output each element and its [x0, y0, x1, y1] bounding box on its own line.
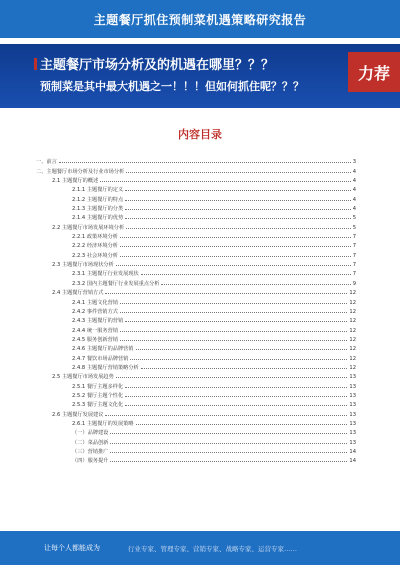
toc-entry-page: 7: [352, 271, 356, 278]
toc-entry-label: 2.5 主题餐厅市场发展趋势: [52, 374, 114, 381]
toc-entry[interactable]: [36, 249, 356, 258]
toc-entry[interactable]: [36, 306, 356, 315]
toc-leader-dots: [125, 396, 347, 397]
toc-entry[interactable]: [36, 399, 356, 408]
toc-entry-label: 2.4.4 统一服务营销: [72, 327, 118, 334]
table-of-contents: [36, 156, 356, 464]
toc-leader-dots: [110, 452, 347, 453]
brand-logo-text: 力荐: [357, 63, 390, 83]
toc-leader-dots: [120, 312, 347, 313]
toc-entry-label: 一、前言: [36, 159, 57, 166]
toc-entry-label: 2.3.2 国内主题餐厅行业发展重点分析: [72, 280, 160, 287]
toc-entry[interactable]: [36, 446, 356, 455]
toc-entry[interactable]: [36, 268, 356, 277]
toc-leader-dots: [126, 172, 350, 173]
toc-entry-label: （三）营销推广: [72, 449, 109, 455]
toc-entry[interactable]: [36, 203, 356, 212]
toc-title: 内容目录: [178, 128, 222, 141]
toc-leader-dots: [136, 424, 348, 425]
toc-entry-page: 12: [349, 355, 356, 362]
toc-entry-label: 2.4 主题餐厅营销方式: [52, 290, 104, 297]
toc-entry-page: 12: [349, 308, 356, 315]
toc-entry-label: 二、主题餐厅市场分析及行业市场分析: [36, 168, 125, 175]
toc-entry[interactable]: [36, 175, 356, 184]
toc-entry-page: 4: [352, 187, 356, 194]
toc-entry-label: 2.2.2 经济环境分析: [72, 243, 118, 250]
toc-entry[interactable]: [36, 184, 356, 193]
toc-leader-dots: [120, 303, 347, 304]
toc-entry[interactable]: [36, 259, 356, 268]
toc-leader-dots: [116, 265, 351, 266]
toc-entry[interactable]: [36, 343, 356, 352]
brand-logo: [348, 52, 400, 92]
toc-leader-dots: [120, 256, 351, 257]
footer-slogan: 让每个人都能成为: [44, 544, 100, 552]
toc-entry[interactable]: [36, 418, 356, 427]
toc-entry[interactable]: [36, 427, 356, 436]
toc-entry-label: 2.1 主题餐厅的概述: [52, 178, 99, 185]
toc-leader-dots: [141, 274, 351, 275]
toc-entry-page: 13: [349, 420, 356, 427]
toc-leader-dots: [141, 368, 348, 369]
toc-entry-page: 12: [349, 290, 356, 297]
toc-entry-page: 5: [352, 215, 356, 222]
toc-entry-label: 2.1.4 主题餐厅的优势: [72, 215, 124, 222]
toc-entry[interactable]: [36, 455, 356, 464]
toc-entry[interactable]: [36, 380, 356, 389]
toc-entry[interactable]: [36, 362, 356, 371]
toc-entry[interactable]: [36, 212, 356, 221]
toc-entry-label: 2.2.1 政策环境分析: [72, 234, 118, 241]
toc-entry-page: 7: [352, 243, 356, 250]
toc-leader-dots: [105, 293, 347, 294]
toc-entry-label: 2.4.6 主题餐厅的品牌营销: [72, 346, 134, 353]
toc-entry[interactable]: [36, 296, 356, 305]
toc-leader-dots: [120, 246, 351, 247]
toc-entry-page: 7: [352, 262, 356, 269]
banner: [0, 44, 400, 108]
toc-entry-label: 2.4.8 主题餐厅营销策略分析: [72, 364, 139, 371]
report-header: [0, 0, 400, 38]
toc-leader-dots: [130, 359, 347, 360]
toc-entry-label: 2.2 主题餐厅市场发展环境分析: [52, 224, 125, 231]
toc-entry-page: 12: [349, 318, 356, 325]
toc-entry-page: 4: [352, 196, 356, 203]
toc-entry-page: 12: [349, 364, 356, 371]
toc-entry[interactable]: [36, 436, 356, 445]
toc-leader-dots: [125, 321, 347, 322]
toc-entry[interactable]: [36, 324, 356, 333]
toc-leader-dots: [100, 181, 350, 182]
toc-leader-dots: [120, 340, 347, 341]
toc-entry[interactable]: [36, 240, 356, 249]
toc-entry-label: 2.4.3 主题餐厅的营销: [72, 318, 124, 325]
toc-leader-dots: [120, 331, 347, 332]
banner-subheadline: 预制菜是其中最大机遇之一！！！但如何抓住呢？？？: [40, 80, 304, 93]
toc-entry-label: 2.1.3 主题餐厅的分类: [72, 206, 124, 213]
toc-entry[interactable]: [36, 165, 356, 174]
toc-entry-page: 4: [352, 206, 356, 213]
toc-entry-label: 2.5.1 餐厅主题多样化: [72, 383, 124, 390]
toc-entry[interactable]: [36, 390, 356, 399]
toc-entry-label: 2.1.2 主题餐厅的特点: [72, 196, 124, 203]
report-title: 主题餐厅抓住预制菜机遇策略研究报告: [93, 12, 307, 27]
toc-entry[interactable]: [36, 287, 356, 296]
toc-entry-page: 3: [352, 159, 356, 166]
toc-entry-page: 13: [349, 439, 356, 446]
toc-entry[interactable]: [36, 334, 356, 343]
toc-leader-dots: [105, 415, 347, 416]
toc-entry[interactable]: [36, 277, 356, 286]
toc-entry-page: 12: [349, 346, 356, 353]
toc-leader-dots: [110, 461, 347, 462]
footer-bar: [0, 531, 400, 565]
toc-entry-label: （二）菜品创新: [72, 439, 109, 446]
toc-entry[interactable]: [36, 193, 356, 202]
toc-entry-label: 2.4.1 主题文化营销: [72, 299, 118, 306]
banner-accent-bar: [34, 58, 37, 70]
toc-entry-label: 2.5.2 餐厅主题个性化: [72, 392, 124, 399]
toc-entry-label: 2.6.1 主题餐厅的发展策略: [72, 420, 134, 427]
toc-entry-label: 2.4.7 餐饮市场品牌营销: [72, 355, 129, 362]
footer-roles: 行业专家、管理专家、营销专家、战略专家、运营专家……: [128, 544, 297, 553]
toc-entry-label: 2.4.5 服务创新营销: [72, 336, 118, 343]
toc-entry-page: 14: [349, 458, 356, 465]
toc-entry-label: 2.3.1 主题餐厅行业发展现状: [72, 271, 139, 278]
toc-entry-page: 13: [349, 383, 356, 390]
toc-entry-page: 13: [349, 392, 356, 399]
toc-leader-dots: [125, 209, 351, 210]
toc-leader-dots: [120, 237, 351, 238]
toc-entry-page: 13: [349, 374, 356, 381]
toc-entry-page: 13: [349, 402, 356, 409]
toc-entry[interactable]: [36, 352, 356, 361]
toc-entry[interactable]: [36, 408, 356, 417]
toc-entry-page: 12: [349, 336, 356, 343]
toc-entry-label: （一）品牌建设: [72, 430, 109, 437]
toc-leader-dots: [110, 443, 347, 444]
toc-leader-dots: [125, 387, 347, 388]
toc-entry-label: 2.2.3 社会环境分析: [72, 252, 118, 259]
toc-entry-label: 2.1.1 主题餐厅的定义: [72, 187, 124, 194]
toc-entry[interactable]: [36, 221, 356, 230]
toc-leader-dots: [161, 284, 350, 285]
banner-headline: 主题餐厅市场分析及的机遇在哪里？？？: [40, 58, 275, 73]
toc-entry-page: 7: [352, 252, 356, 259]
toc-leader-dots: [125, 200, 351, 201]
toc-entry-page: 9: [352, 280, 356, 287]
toc-leader-dots: [116, 377, 348, 378]
toc-leader-dots: [110, 433, 347, 434]
toc-entry-page: 4: [352, 178, 356, 185]
toc-entry-label: 2.5.3 餐厅主题文化化: [72, 402, 124, 409]
toc-entry-page: 5: [352, 224, 356, 231]
toc-entry-page: 12: [349, 327, 356, 334]
toc-leader-dots: [125, 405, 347, 406]
toc-entry[interactable]: [36, 156, 356, 165]
toc-entry-label: 2.3 主题餐厅市场现状分析: [52, 262, 114, 269]
toc-leader-dots: [59, 162, 351, 163]
toc-leader-dots: [125, 190, 351, 191]
toc-entry-page: 7: [352, 234, 356, 241]
toc-entry-page: 4: [352, 168, 356, 175]
toc-leader-dots: [136, 349, 348, 350]
toc-entry-page: 12: [349, 299, 356, 306]
toc-leader-dots: [125, 218, 351, 219]
toc-leader-dots: [126, 228, 351, 229]
toc-entry-label: （四）服务提升: [72, 458, 109, 465]
toc-entry-page: 13: [349, 430, 356, 437]
toc-entry-label: 2.6 主题餐厅发展建议: [52, 411, 104, 418]
toc-entry[interactable]: [36, 315, 356, 324]
toc-entry-label: 2.4.2 事件营销方式: [72, 308, 118, 315]
toc-entry[interactable]: [36, 231, 356, 240]
toc-entry-page: 14: [349, 449, 356, 455]
toc-entry-page: 13: [349, 411, 356, 418]
toc-entry[interactable]: [36, 371, 356, 380]
